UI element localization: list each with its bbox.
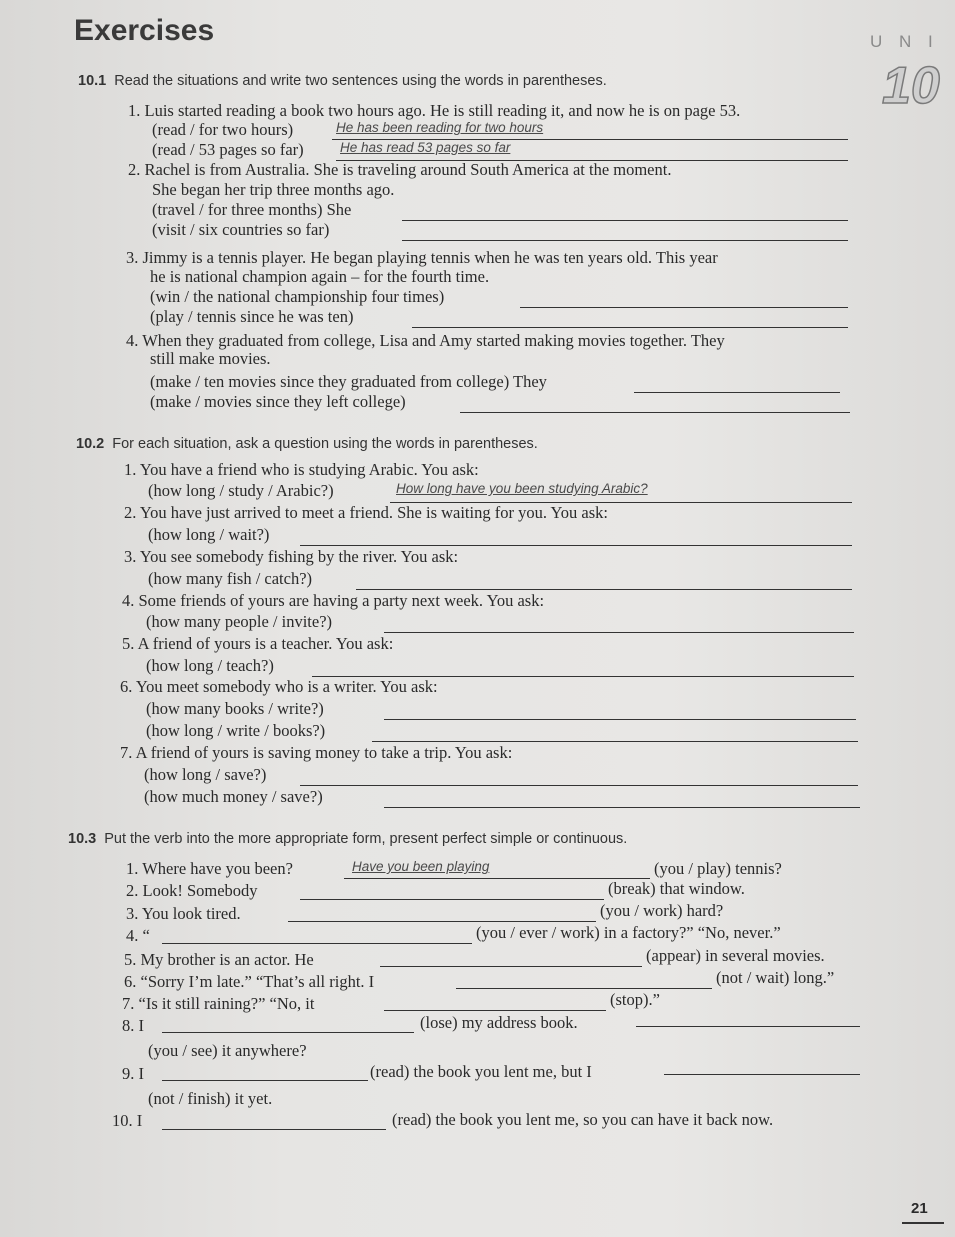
page-number: 21	[911, 1200, 928, 1217]
answer-blank[interactable]	[162, 1032, 414, 1033]
ex2-line: 6. You meet somebody who is a writer. You ask:	[120, 677, 438, 696]
ex3-item-suffix: (lose) my address book.	[420, 1013, 578, 1032]
unit-number: 10	[882, 57, 940, 115]
answer-blank[interactable]	[372, 741, 858, 742]
ex2-line: (how many fish / catch?)	[148, 569, 313, 588]
ex2-line: (how many people / invite?)	[146, 612, 333, 631]
exercise-10-1-title	[78, 73, 607, 89]
ex2-line: (how long / teach?)	[146, 656, 274, 675]
ex1-line: (make / ten movies since they graduated from college) They	[150, 372, 547, 391]
ex2-line: 2. You have just arrived to meet a friend. She is waiting for you. You ask:	[124, 503, 608, 522]
exercise-instruction: Put the verb into the more appropriate form, present perfect simple or continuous.	[104, 831, 628, 847]
exercise-number: 10.3	[68, 831, 97, 847]
exercise-number: 10.1	[78, 73, 107, 89]
ex1-line: She began her trip three months ago.	[152, 180, 395, 199]
ex1-line: (play / tennis since he was ten)	[150, 307, 354, 326]
ex3-item-prefix: 5. My brother is an actor. He	[124, 950, 314, 969]
ex2-line: (how much money / save?)	[144, 787, 323, 806]
ex1-line: 3. Jimmy is a tennis player. He began playing tennis when he was ten years old. This year	[126, 248, 718, 267]
answer-blank[interactable]	[380, 966, 642, 967]
ex3-item-suffix: (you / ever / work) in a factory?” “No, never.”	[476, 923, 781, 942]
answer-blank[interactable]	[300, 785, 858, 786]
ex2-line: 5. A friend of yours is a teacher. You ask:	[122, 634, 394, 653]
answer-blank[interactable]	[412, 327, 848, 328]
ex1-line: 4. When they graduated from college, Lisa and Amy started making movies together. They	[126, 331, 725, 350]
answer-blank[interactable]	[402, 240, 848, 241]
ex3-item-continuation: (not / finish) it yet.	[148, 1089, 273, 1108]
ex1-answer: He has been reading for two hours	[336, 120, 544, 135]
ex2-line: 4. Some friends of yours are having a party next week. You ask:	[122, 591, 545, 610]
answer-blank[interactable]	[384, 1010, 606, 1011]
answer-blank[interactable]	[300, 545, 852, 546]
exercise-10-3-title	[68, 831, 627, 847]
ex2-answer: How long have you been studying Arabic?	[396, 481, 648, 496]
ex1-line: (read / for two hours)	[152, 120, 294, 139]
answer-blank[interactable]	[162, 1080, 368, 1081]
page-title: Exercises	[74, 14, 215, 47]
ex1-line: (travel / for three months) She	[152, 200, 352, 219]
ex1-line: (win / the national championship four times)	[150, 287, 445, 306]
ex3-item-suffix: (read) the book you lent me, but I	[370, 1062, 592, 1081]
ex1-line: (make / movies since they left college)	[150, 392, 406, 411]
ex2-line: 7. A friend of yours is saving money to take a trip. You ask:	[120, 743, 513, 762]
ex3-item-continuation: (you / see) it anywhere?	[148, 1041, 307, 1060]
answer-blank[interactable]	[300, 899, 604, 900]
ex3-item-prefix: 2. Look! Somebody	[126, 881, 258, 900]
ex1-line: he is national champion again – for the fourth time.	[150, 267, 490, 286]
ex3-item-prefix: 1. Where have you been?	[126, 859, 293, 878]
ex1-line: (read / 53 pages so far)	[152, 140, 304, 159]
ex3-item-suffix: (you / play) tennis?	[654, 859, 782, 878]
ex3-item-prefix: 3. You look tired.	[126, 904, 241, 923]
ex1-line: (visit / six countries so far)	[152, 220, 330, 239]
ex1-answer: He has read 53 pages so far	[340, 140, 511, 155]
answer-blank[interactable]	[356, 589, 852, 590]
ex3-item-prefix: 7. “Is it still raining?” “No, it	[122, 994, 315, 1013]
ex3-item-prefix: 9. I	[122, 1064, 144, 1083]
ex1-line: 2. Rachel is from Australia. She is traveling around South America at the moment.	[128, 160, 672, 179]
answer-blank[interactable]	[384, 807, 860, 808]
answer-blank[interactable]	[664, 1074, 860, 1075]
ex3-item-prefix: 6. “Sorry I’m late.” “That’s all right. I	[124, 972, 375, 991]
answer-blank[interactable]	[162, 1129, 386, 1130]
ex2-line: (how long / save?)	[144, 765, 267, 784]
ex3-item-prefix: 10. I	[112, 1111, 143, 1130]
ex1-line: 1. Luis started reading a book two hours ago. He is still reading it, and now he is on page 53.	[128, 101, 741, 120]
ex3-item-suffix: (not / wait) long.”	[716, 968, 835, 987]
answer-blank[interactable]	[634, 392, 840, 393]
ex2-line: 3. You see somebody fishing by the river. You ask:	[124, 547, 459, 566]
answer-blank[interactable]	[162, 943, 472, 944]
ex2-line: (how long / study / Arabic?)	[148, 481, 334, 500]
ex2-line: (how long / wait?)	[148, 525, 270, 544]
exercise-10-2-title	[76, 436, 538, 452]
ex3-item-prefix: 4. “	[126, 926, 150, 945]
exercise-instruction: For each situation, ask a question using the words in parentheses.	[112, 436, 538, 452]
page-number-rule	[902, 1222, 944, 1224]
answer-blank[interactable]	[384, 719, 856, 720]
answer-blank[interactable]	[288, 921, 596, 922]
ex3-item-suffix: (appear) in several movies.	[646, 946, 825, 965]
ex2-line: (how many books / write?)	[146, 699, 324, 718]
ex2-line: 1. You have a friend who is studying Arabic. You ask:	[124, 460, 479, 479]
ex3-answer: Have you been playing	[352, 859, 490, 874]
answer-blank[interactable]	[456, 988, 712, 989]
answer-blank[interactable]	[402, 220, 848, 221]
answer-blank[interactable]	[344, 878, 650, 879]
ex3-item-suffix: (read) the book you lent me, so you can have it back now.	[392, 1110, 774, 1129]
ex3-item-suffix: (stop).”	[610, 990, 660, 1009]
exercise-instruction: Read the situations and write two sentences using the words in parentheses.	[114, 73, 607, 89]
answer-blank[interactable]	[384, 632, 854, 633]
answer-blank[interactable]	[636, 1026, 860, 1027]
answer-blank[interactable]	[520, 307, 848, 308]
ex3-item-suffix: (break) that window.	[608, 879, 745, 898]
ex1-line: still make movies.	[150, 349, 271, 368]
exercise-number: 10.2	[76, 436, 105, 452]
ex3-item-suffix: (you / work) hard?	[600, 901, 724, 920]
ex2-line: (how long / write / books?)	[146, 721, 326, 740]
ex3-item-prefix: 8. I	[122, 1016, 144, 1035]
answer-blank[interactable]	[460, 412, 850, 413]
unit-label: U N I	[870, 32, 939, 51]
